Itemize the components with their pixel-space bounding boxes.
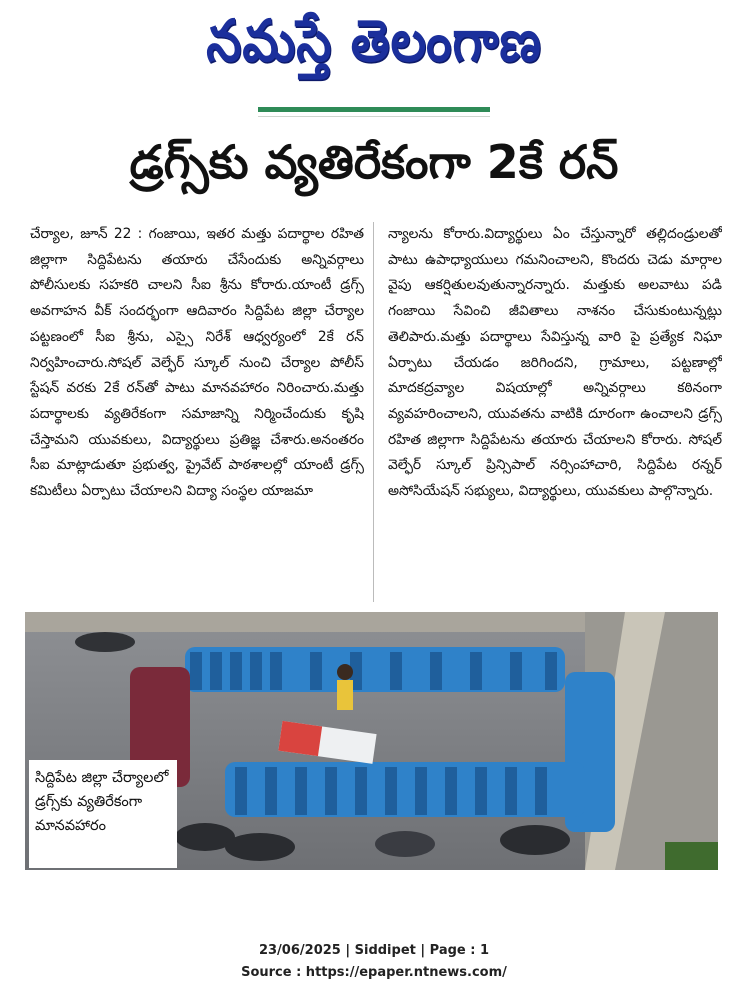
article-column-left: [30, 222, 364, 602]
news-photo: [25, 612, 718, 870]
masthead-logo: నమస్తే తెలంగాణ: [206, 6, 542, 74]
article-dateline: చేర్యాల, జూన్ 22 :: [30, 226, 143, 242]
article-body-left: గంజాయి, ఇతర మత్తు పదార్థాల రహిత జిల్లాగా సిద్దిపేటను తయారు చేసేందుకు అన్నివర్గాలు పోలీసులకు సహకరి చాలని సీఐ శ్రీను కోరారు.యాంటీ డ్రగ్స్ అవగాహన వీక్ సందర్భంగా ఆదివారం సిద్దిపేట జిల్లా చేర్యాల పట్టణంలో సీఐ శ్రీను, ఎస్సై నిరేశ్ ఆధ్వర్యంలో 2కే రన్ నిర్వహించారు.సోషల్ వెల్ఫేర్ స్కూల్ నుంచి చేర్యాల పోలీస్ స్టేషన్ వరకు 2కే రన్‌తో పాటు మానవహారం నిరించారు.మత్తు పదార్థాలకు వ్యతిరేకంగా సమాజాన్ని నిర్మించేందుకు కృషి చేస్తామని యువకులు, విద్యార్థులు ప్రతిజ్ఞ చేశారు.అనంతరం సీఐ మాట్లాడుతూ ప్రభుత్వ, ప్రైవేట్ పాఠశాలల్లో యాంటీ డ్రగ్స్ కమిటీలు ఏర్పాటు చేయాలని విద్యా సంస్థల యాజమా: [30, 226, 364, 500]
footer-source: Source : https://epaper.ntnews.com/: [241, 965, 507, 980]
article-body-right: న్యాలను కోరారు.విద్యార్థులు ఏం చేస్తున్నారో తల్లిదండ్రులతో పాటు ఉపాధ్యాయులు గమనించాలని, కొందరు చెడు మార్గాల వైపు ఆకర్షితులవుతున్నారన్నారు. మత్తుకు అలవాటు పడి గంజాయి సేవించి జీవితాలు నాశనం చేసుకుంటున్నట్లు తెలిపారు.మత్తు పదార్థాలు సేవిస్తున్న వారి పై ప్రత్యేక నిఘా ఏర్పాటు చేయడం జరిగిందని, గ్రామాలు, పట్టణాల్లో మాదకద్రవ్యాల విషయాల్లో అన్నివర్గాలు కఠినంగా వ్యవహరించాలని, యువతను వాటికి దూరంగా ఉంచాలని డ్రగ్స్ రహిత జిల్లాగా సిద్దిపేటను తయారు చేయాలని కోరారు. సోషల్ వెల్ఫేర్ స్కూల్ ప్రిన్సిపాల్ నర్సింహాచారి, సిద్దిపేట రన్నర్ అసోసియేషన్ సభ్యులు, విద్యార్థులు, యువకులు పాల్గొన్నారు.: [388, 226, 722, 500]
photo-caption: సిద్దిపేట జిల్లా చేర్యాలలో డ్రగ్స్‌కు వ్యతిరేకంగా మానవహారం: [29, 760, 177, 868]
footer-edition-info: 23/06/2025 | Siddipet | Page : 1: [258, 943, 490, 958]
column-divider: [373, 222, 374, 602]
masthead: [0, 0, 748, 95]
masthead-rule: [258, 107, 490, 112]
article-headline: డ్రగ్స్‌కు వ్యతిరేకంగా 2కే రన్: [129, 135, 619, 189]
page-footer: [0, 940, 748, 984]
masthead-rule-thin: [258, 116, 490, 117]
article-column-right: [388, 222, 722, 602]
